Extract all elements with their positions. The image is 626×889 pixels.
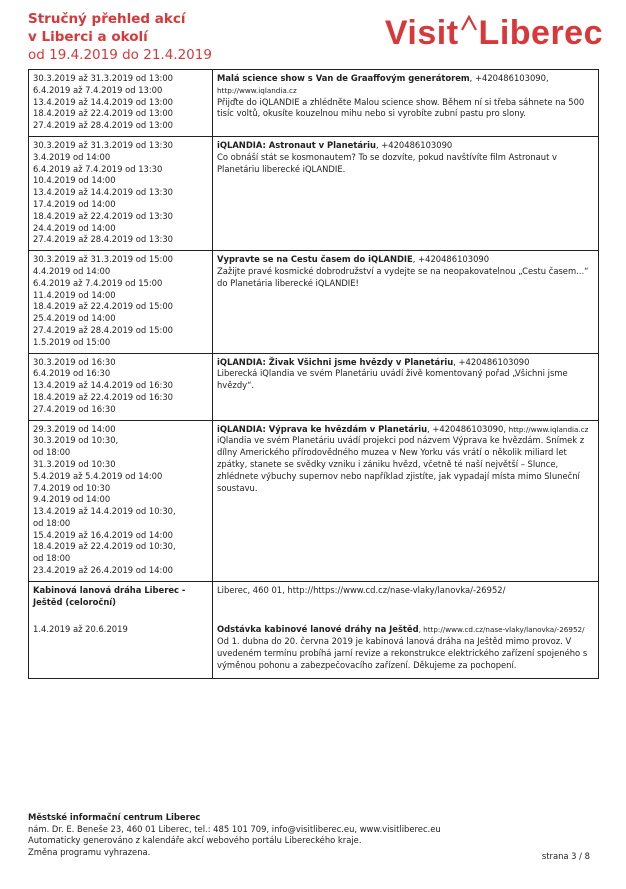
event-date: 6.4.2019 od 16:30 [33, 368, 111, 379]
event-title[interactable]: Vypravte se na Cestu časem do iQLANDIE [217, 254, 413, 265]
event-row [29, 70, 599, 137]
doc-title-line1: Stručný přehled akcí [28, 11, 186, 27]
event-date: 17.4.2019 od 14:00 [33, 198, 116, 209]
event-info-cell [213, 251, 599, 353]
event-url[interactable]: http://www.iqlandia.cz [508, 424, 589, 434]
event-date: 1.5.2019 od 15:00 [33, 336, 111, 347]
event-date: od 18:00 [33, 517, 71, 528]
venue-address[interactable]: Liberec, 460 01, http://https://www.cd.cz/nase-vlaky/lanovka/-26952/ [217, 584, 506, 595]
event-date: 24.4.2019 od 14:00 [33, 222, 116, 233]
event-contact: , +420486103090 [375, 139, 453, 150]
logo-visit: Visit [384, 14, 459, 52]
visit-liberec-logo [385, 14, 603, 53]
event-desc: Liberecká iQlandia ve svém Planetáriu uvádí živě komentovaný pořad „Všichni jsme hvězdy“. [217, 368, 568, 391]
venue-event-date-cell [29, 612, 213, 678]
venue-name: Kabinová lanová dráha Liberec - Ještěd (celoroční) [33, 584, 186, 607]
event-date: 18.4.2019 až 22.4.2019 od 16:30 [33, 391, 173, 402]
event-row [29, 251, 599, 353]
logo-liberec: Liberec [478, 14, 603, 52]
event-date: 9.4.2019 od 14:00 [33, 494, 111, 505]
logo-caret-icon [460, 14, 478, 44]
event-dates-cell [29, 353, 213, 420]
venue-name-cell [29, 581, 213, 612]
event-date: 18.4.2019 až 22.4.2019 od 10:30, [33, 541, 176, 552]
event-date: 13.4.2019 až 14.4.2019 od 10:30, [33, 506, 176, 517]
event-date: 23.4.2019 až 26.4.2019 od 14:00 [33, 565, 173, 576]
event-date: 7.4.2019 od 10:30 [33, 482, 111, 493]
event-title[interactable]: iQLANDIA: Astronaut v Planetáriu [217, 139, 376, 150]
page-number: strana 3 / 8 [541, 851, 590, 861]
venue-row [29, 581, 599, 612]
event-date: 13.4.2019 až 14.4.2019 od 13:00 [33, 96, 173, 107]
event-title[interactable]: iQLANDIA: Výprava ke hvězdám v Planetáriu [217, 423, 428, 434]
event-dates-cell [29, 70, 213, 137]
footer-org: Městské informační centrum Liberec [28, 812, 201, 822]
venue-event-url[interactable]: , http://www.cd.cz/nase-vlaky/lanovka/-26952/ [418, 625, 585, 635]
event-date: 4.4.2019 od 14:00 [33, 265, 111, 276]
page-header [28, 10, 603, 72]
event-date: 27.4.2019 až 28.4.2019 od 15:00 [33, 324, 173, 335]
event-desc: Přijďte do iQLANDIE a zhlédněte Malou science show. Během ní si třeba sáhnete na 500 tisíc voltů, okusíte kouzelnou mihu nebo si vyrobíte zubní pastu pro slony. [217, 96, 585, 119]
event-row [29, 353, 599, 420]
venue-address-cell [213, 581, 599, 612]
event-dates-cell [29, 136, 213, 250]
footer-change: Změna programu vyhrazena. [28, 846, 151, 857]
event-desc: Co obnáší stát se kosmonautem? To se dozvíte, pokud navštívíte film Astronaut v Planetáriu liberecké iQLANDIE. [217, 151, 557, 174]
venue-event-cell [213, 612, 599, 678]
event-contact: , +420486103090, [469, 73, 549, 83]
event-contact: , +420486103090, [427, 423, 506, 434]
event-date: 13.4.2019 až 14.4.2019 od 13:30 [33, 187, 173, 198]
footer-address: nám. Dr. E. Beneše 23, 460 01 Liberec, tel.: 485 101 709, info@visitliberec.eu, www.visitliberec.eu [28, 823, 441, 834]
event-row [29, 420, 599, 581]
event-date: 11.4.2019 od 14:00 [33, 289, 116, 300]
event-date: 27.4.2019 až 28.4.2019 od 13:30 [33, 234, 173, 245]
footer-auto: Automaticky generováno z kalendáře akcí webového portálu Libereckého kraje. [28, 835, 362, 846]
event-desc: iQlandia ve svém Planetáriu uvádí projekci pod názvem Výprava ke hvězdám. Snímek z dílny Amerického přírodovědného muzea v New Yorku vás vrátí o několik miliard let zpátky, stanete se svědky vzniku i zániku hvězd, včetně té naší největší – Slunce, zhlédnete výbuchy supernov nebo například zjistíte, jak vypadají místa mimo Sluneční soustavu. [217, 435, 585, 493]
venue-event-row [29, 612, 599, 678]
event-date: 5.4.2019 až 5.4.2019 od 14:00 [33, 470, 163, 481]
event-date: 30.3.2019 od 10:30, [33, 435, 119, 446]
event-date: 25.4.2019 od 14:00 [33, 313, 116, 324]
event-desc: Zažijte pravé kosmické dobrodružství a vydejte se na neopakovatelnou „Cestu časem...“ do Planetária liberecké iQLANDIE! [217, 265, 589, 288]
event-date: 29.3.2019 od 14:00 [33, 423, 116, 434]
event-date: 10.4.2019 od 14:00 [33, 175, 116, 186]
doc-date-range: od 19.4.2019 do 21.4.2019 [28, 47, 212, 63]
event-date: 27.4.2019 až 28.4.2019 od 13:00 [33, 120, 173, 131]
venue-event-date: 1.4.2019 až 20.6.2019 [33, 624, 128, 635]
event-date: 13.4.2019 až 14.4.2019 od 16:30 [33, 380, 173, 391]
event-date: od 18:00 [33, 447, 71, 458]
event-url[interactable]: http://www.iqlandia.cz [217, 85, 297, 95]
events-table [28, 69, 599, 679]
event-contact: , +420486103090 [453, 356, 530, 367]
event-info-cell [213, 420, 599, 581]
event-title[interactable]: Malá science show s Van de Graaffovým generátorem [217, 73, 470, 83]
event-contact: , +420486103090 [412, 254, 490, 265]
event-date: 15.4.2019 až 16.4.2019 od 14:00 [33, 529, 173, 540]
event-date: 18.4.2019 až 22.4.2019 od 15:00 [33, 301, 173, 312]
event-date: 18.4.2019 až 22.4.2019 od 13:30 [33, 210, 173, 221]
event-date: 6.4.2019 až 7.4.2019 od 13:30 [33, 163, 163, 174]
venue-event-desc: Od 1. dubna do 20. června 2019 je kabinová lanová dráha na Ještěd mimo provoz. V uvedeném termínu probíhá jarní revize a rekonstrukce elektrického zařízení spojeného s výměnou pohonu a zabezpečovacího zařízení. Děkujeme za pochopení. [217, 636, 588, 670]
event-row [29, 136, 599, 250]
event-info-cell [213, 136, 599, 250]
event-date: 30.3.2019 až 31.3.2019 od 13:30 [33, 139, 173, 150]
event-info-cell [213, 70, 599, 137]
page-footer [28, 812, 599, 858]
event-date: 6.4.2019 až 7.4.2019 od 15:00 [33, 277, 163, 288]
event-info-cell [213, 353, 599, 420]
event-title[interactable]: iQLANDIA: Živak Všichni jsme hvězdy v Planetáriu [217, 356, 454, 367]
event-dates-cell [29, 251, 213, 353]
event-date: od 18:00 [33, 553, 71, 564]
venue-event-title[interactable]: Odstávka kabinové lanové dráhy na Ještěd [217, 624, 419, 635]
event-date: 3.4.2019 od 14:00 [33, 151, 111, 162]
event-date: 31.3.2019 od 10:30 [33, 458, 116, 469]
event-date: 18.4.2019 až 22.4.2019 od 13:00 [33, 108, 173, 119]
event-date: 30.3.2019 až 31.3.2019 od 15:00 [33, 254, 173, 265]
doc-title-line2: v Liberci a okolí [28, 29, 148, 45]
event-date: 6.4.2019 až 7.4.2019 od 13:00 [33, 84, 163, 95]
event-date: 27.4.2019 od 16:30 [33, 403, 116, 414]
event-dates-cell [29, 420, 213, 581]
event-date: 30.3.2019 od 16:30 [33, 356, 116, 367]
event-date: 30.3.2019 až 31.3.2019 od 13:00 [33, 73, 173, 83]
